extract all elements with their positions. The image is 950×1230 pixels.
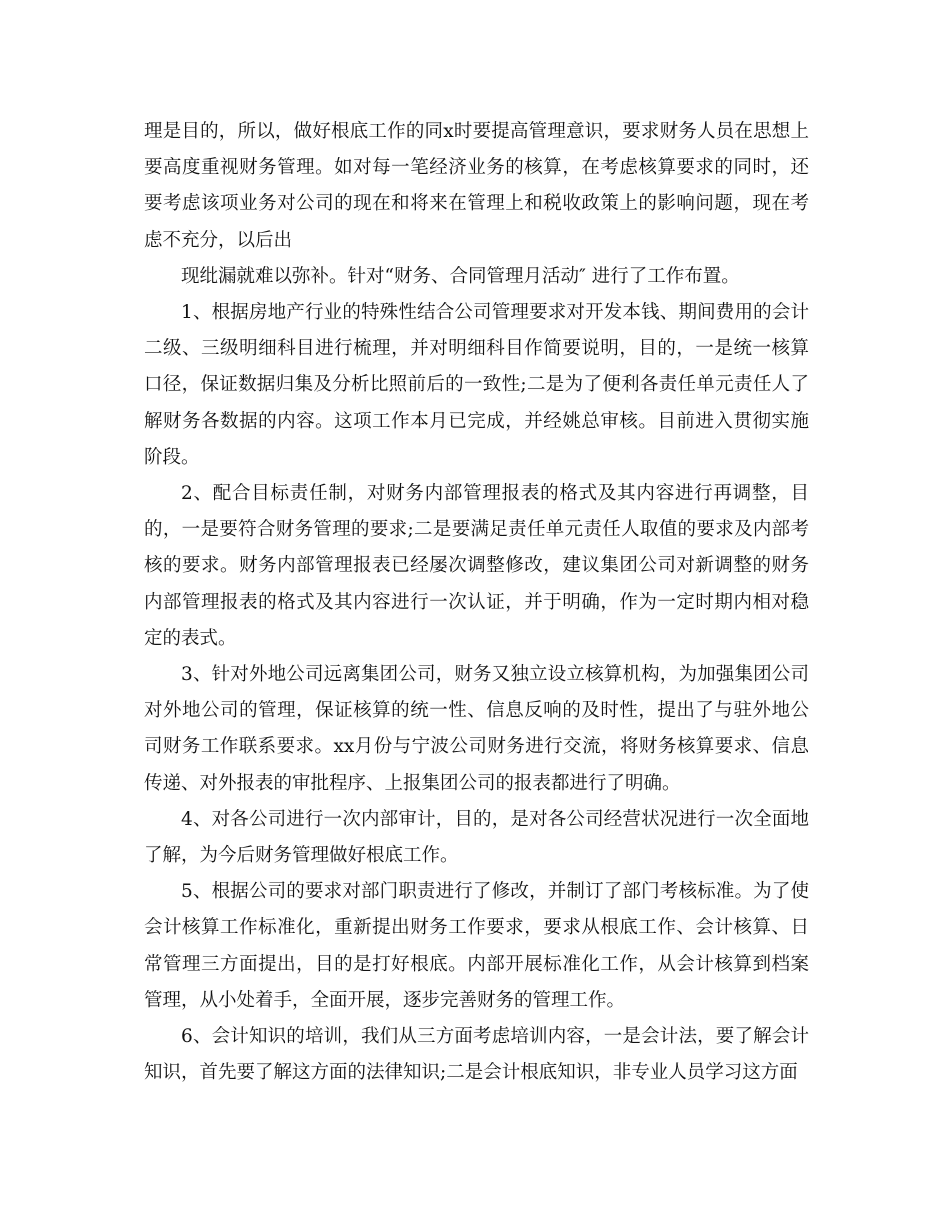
document-body bbox=[144, 114, 809, 1091]
paragraph-activity-arrangement: 现纰漏就难以弥补。针对“财务、合同管理月活动″ 进行了工作布置。 bbox=[181, 265, 740, 287]
paragraph-item-4: 4、对各公司进行一次内部审计，目的，是对各公司经营状况进行一次全面地了解，为今后财务管理做好根底工作。 bbox=[144, 808, 809, 867]
paragraph-continuation: 理是目的，所以，做好根底工作的同x时要提高管理意识，要求财务人员在思想上要高度重视财务管理。如对每一笔经济业务的核算，在考虑核算要求的同时，还要考虑该项业务对公司的现在和将来在管理上和税收政策上的影响问题，现在考虑不充分，以后出 bbox=[144, 121, 809, 251]
paragraph-item-2: 2、配合目标责任制，对财务内部管理报表的格式及其内容进行再调整，目的，一是要符合财务管理的要求;二是要满足责任单元责任人取值的要求及内部考核的要求。财务内部管理报表已经屡次调整修改，建议集团公司对新调整的财务内部管理报表的格式及其内容进行一次认证，并于明确，作为一定时期内相对稳定的表式。 bbox=[144, 483, 809, 649]
paragraph-item-3: 3、针对外地公司远离集团公司，财务又独立设立核算机构，为加强集团公司对外地公司的管理，保证核算的统一性、信息反响的及时性，提出了与驻外地公司财务工作联系要求。xx月份与宁波公司财务进行交流，将财务核算要求、信息传递、对外报表的审批程序、上报集团公司的报表都进行了明确。 bbox=[144, 664, 809, 794]
paragraph-item-5: 5、根据公司的要求对部门职责进行了修改，并制订了部门考核标准。为了使会计核算工作标准化，重新提出财务工作要求，要求从根底工作、会计核算、日常管理三方面提出，目的是打好根底。内部开展标准化工作，从会计核算到档案管理，从小处着手，全面开展，逐步完善财务的管理工作。 bbox=[144, 881, 809, 1011]
paragraph-item-6: 6、会计知识的培训，我们从三方面考虑培训内容，一是会计法，要了解会计知识，首先要了解这方面的法律知识;二是会计根底知识，非专业人员学习这方面 bbox=[144, 1026, 809, 1084]
paragraph-item-1: 1、根据房地产行业的特殊性结合公司管理要求对开发本钱、期间费用的会计二级、三级明细科目进行梳理，并对明细科目作简要说明，目的，一是统一核算口径，保证数据归集及分析比照前后的一致性;二是为了便利各责任单元责任人了解财务各数据的内容。这项工作本月已完成，并经姚总审核。目前进入贯彻实施阶段。 bbox=[144, 302, 809, 468]
